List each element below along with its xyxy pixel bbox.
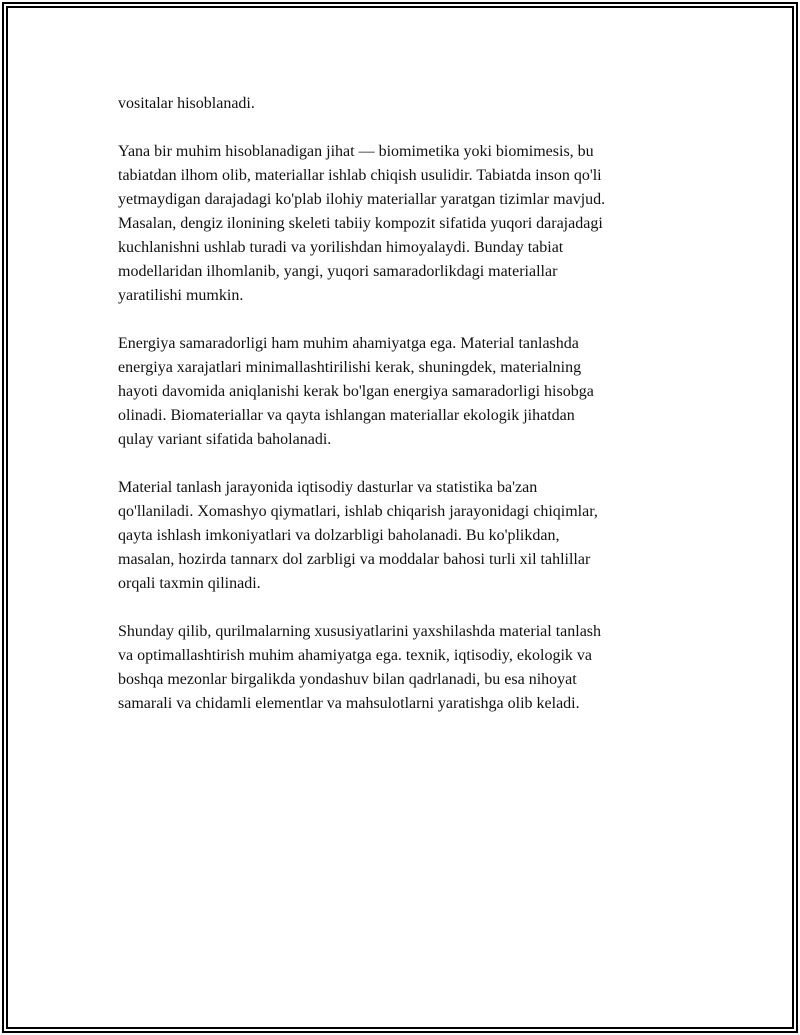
document-body — [118, 92, 698, 740]
paragraph-2: Yana bir muhim hisoblanadigan jihat — biomimetika yoki biomimesis, bu tabiatdan ilhom olib, materiallar ishlab chiqish usulidir. Tabiatda inson qo'li yetmaydigan darajadagi ko'plab ilohiy materiallar yaratgan tizimlar mavjud. Masalan, dengiz ilonining skeleti tabiiy kompozit sifatida yuqori darajadagi kuchlanishni ushlab turadi va yorilishdan himoyalaydi. Bunday tabiat modellaridan ilhomlanib, yangi, yuqori samaradorlikdagi materiallar yaratilishi mumkin. — [118, 143, 606, 304]
paragraph-5: Shunday qilib, qurilmalarning xususiyatlarini yaxshilashda material tanlash va optimallashtirish muhim ahamiyatga ega. texnik, iqtisodiy, ekologik va boshqa mezonlar birgalikda yondashuv bilan qadrlanadi, bu esa nihoyat samarali va chidamli elementlar va mahsulotlarni yaratishga olib keladi. — [118, 623, 602, 712]
paragraph-1: vositalar hisoblanadi. — [118, 95, 255, 112]
paragraph-4: Material tanlash jarayonida iqtisodiy dasturlar va statistika ba'zan qo'llaniladi. Xomashyo qiymatlari, ishlab chiqarish jarayonidagi chiqimlar, qayta ishlash imkoniyatlari va dolzarbligi baholanadi. Bu ko'plikdan, masalan, hozirda tannarx dol zarbligi va moddalar bahosi turli xil tahlillar orqali taxmin qilinadi. — [118, 479, 598, 592]
paragraph-3: Energiya samaradorligi ham muhim ahamiyatga ega. Material tanlashda energiya xarajatlari minimallashtirilishi kerak, shuningdek, materialning hayoti davomida aniqlanishi kerak bo'lgan energiya samaradorligi hisobga olinadi. Biomateriallar va qayta ishlangan materiallar ekologik jihatdan qulay variant sifatida baholanadi. — [118, 335, 594, 448]
